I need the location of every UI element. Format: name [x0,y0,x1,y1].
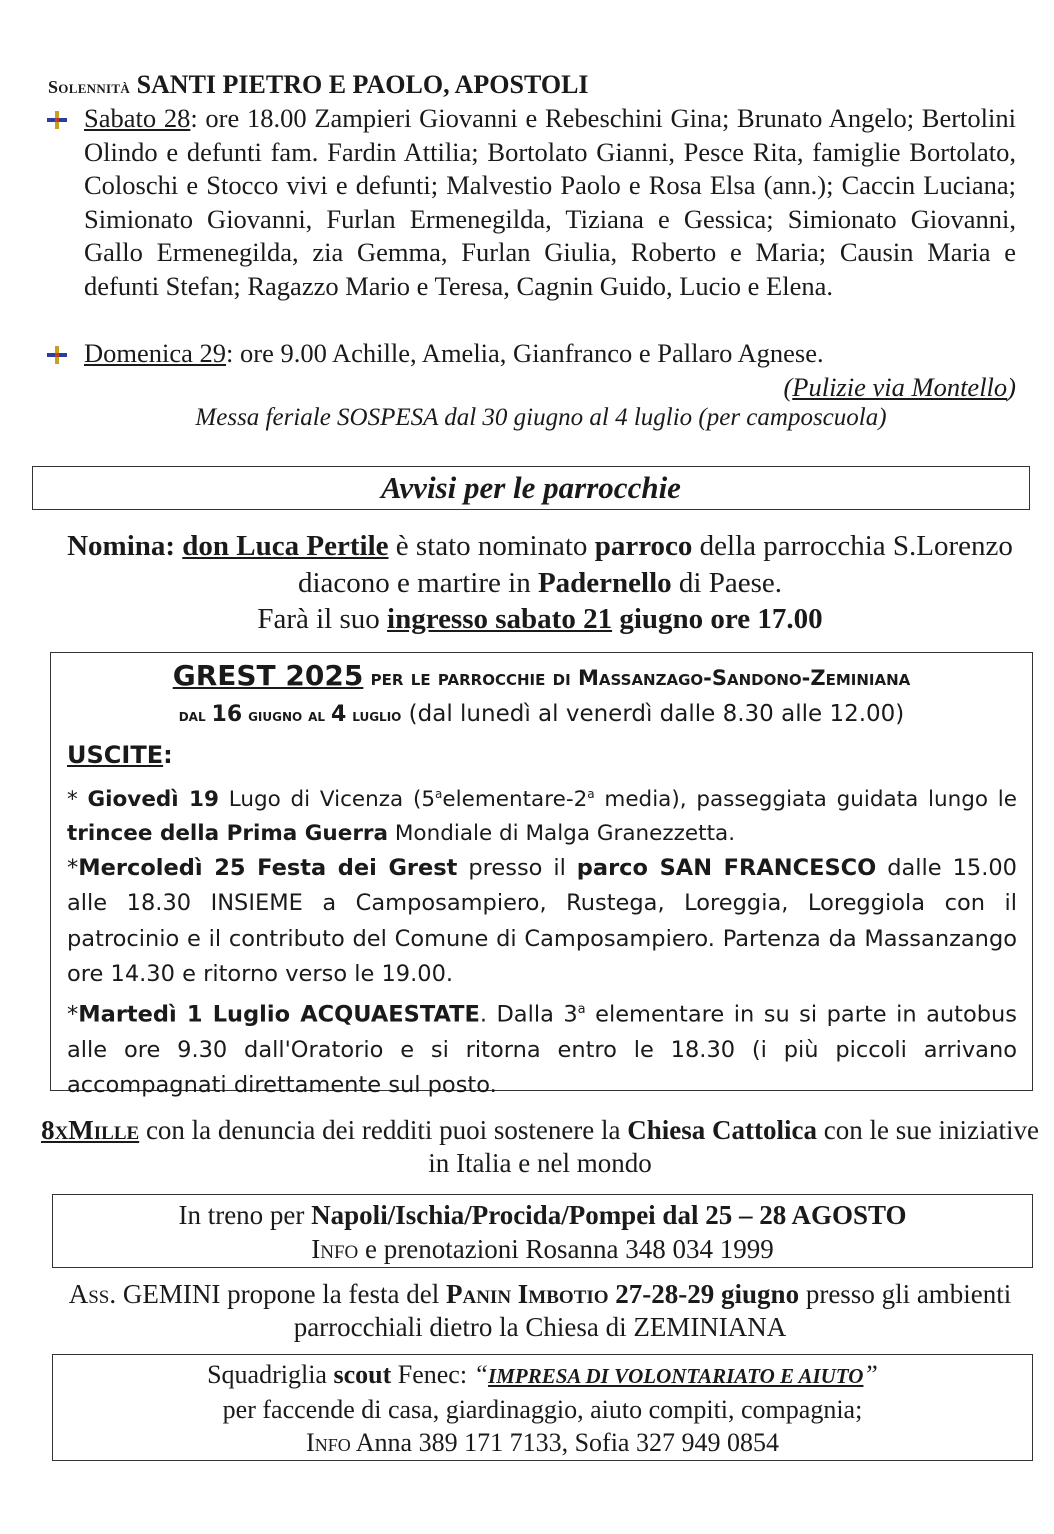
grest-dates: dal 16 giugno al 4 luglio (dal lunedì al venerdì dalle 8.30 alle 12.00) [178,701,905,727]
uscite-heading: USCITE: [67,741,173,769]
mass-intentions: : ore 9.00 Achille, Amelia, Gianfranco e Pallaro Agnese. [226,338,824,368]
trip-contact: e prenotazioni Rosanna 348 034 1999 [358,1234,774,1264]
cross-bullet-icon [46,345,68,365]
otto-mille-notice: 8xMille con la denuncia dei redditi puoi sostenere la Chiesa Cattolica con le sue iniziative in Italia e nel mondo [41,1115,1039,1178]
list-item: * Giovedì 19 Lugo di Vicenza (5$^a$elementare-2$^a$ media), passeggiata guidata lungo le trincee della Prima Guerra Mondiale di Malga Granezzetta. [67,787,1017,847]
scout-impresa: IMPRESA DI VOLONTARIATO E AIUTO [488,1364,864,1388]
mass-day-label: Domenica 29 [84,338,227,368]
cleaning-note: (Pulizie via Montello) [783,371,1016,402]
gemini-notice: Ass. GEMINI propone la festa del Panin Imbotio 27-28-29 giugno presso gli ambienti parrocchiali dietro la Chiesa di ZEMINIANA [68,1279,1012,1342]
solemnity-title: SANTI PIETRO E PAOLO, APOSTOLI [136,70,589,99]
uscite-list [67,777,1017,1104]
list-item: *Mercoledì 25 Festa dei Grest presso il parco SAN FRANCESCO dalle 15.00 alle 18.30 INSIEME a Camposampiero, Rustega, Loreggia, Loreggiola con il patrocinio e il contributo del Comune di Camposampiero. Partenza da Massanzango ore 14.30 e ritorno verso le 19.00. [67,855,1017,988]
trip-destination: Napoli/Ischia/Procida/Pompei dal 25 – 28 AGOSTO [311,1200,907,1230]
avvisi-title: Avvisi per le parrocchie [32,466,1030,510]
nomina-ingresso: ingresso sabato 21 [387,603,613,635]
grest-title [51,659,1032,692]
cross-bullet-icon [46,110,68,130]
nomina-label: Nomina: [67,530,176,562]
grest-date-start: 16 [211,702,243,727]
grest-hours: (dal lunedì al venerdì dalle 8.30 alle 12.00) [401,701,905,727]
solemnity-heading [48,70,589,100]
grest-title-main: GREST 2025 [172,659,364,692]
scout-notice-box: Squadriglia scout Fenec: “IMPRESA DI VOLONTARIATO E AIUTO” per faccende di casa, giardinaggio, aiuto compiti, compagnia; Info Anna 389 171 7133, Sofia 327 949 0854 [52,1354,1033,1461]
nomina-role: parroco [594,530,693,562]
trip-notice-box: In treno per Napoli/Ischia/Procida/Pompei dal 25 – 28 AGOSTO Info e prenotazioni Rosanna 348 034 1999 [52,1194,1033,1268]
nomina-notice: Nomina: don Luca Pertile è stato nominato parroco della parrocchia S.Lorenzo diacono e martire in Padernello di Paese. Farà il suo ingresso sabato 21 giugno ore 17.00 [67,530,1013,635]
mass-sunday [84,337,1016,404]
otto-mille-label: 8xMille [41,1115,140,1145]
grest-date-end: 4 [331,702,347,727]
nomina-name: don Luca Pertile [182,530,389,562]
grest-box [50,652,1033,1099]
mass-saturday [84,102,1016,303]
scout-contacts: Anna 389 171 7133, Sofia 327 949 0854 [350,1428,779,1457]
mass-intentions: : ore 18.00 Zampieri Giovanni e Rebeschini Gina; Brunato Angelo; Bertolini Olindo e defunti fam. Fardin Attilia; Bortolato Gianni, Pesce Rita, famiglie Bortolato, Coloschi e Stocco vivi e defunti; Malvestio Paolo e Rosa Elsa (ann.); Caccin Luciana; Simionato Giovanni, Furlan Ermenegilda, Tiziana e Gessica; Simionato Giovanni, Gallo Ermenegilda, zia Gemma, Furlan Giulia, Roberto e Maria; Causin Maria e defunti Stefan; Ragazzo Mario e Teresa, Cagnin Guido, Lucio e Elena. [84,103,1016,301]
grest-subtitle: per le parrocchie di Massanzago-Sandono-Zeminiana [363,666,911,690]
list-item: *Martedì 1 Luglio ACQUAESTATE. Dalla 3$^a$ elementare in su si parte in autobus alle ore 9.30 dall'Oratorio e si ritorna entro le 18.30 (i più piccoli arrivano accompagnati direttamente sul posto. [67,1001,1017,1099]
weekday-mass-notice: Messa feriale SOSPESA dal 30 giugno al 4 luglio (per camposcuola) [195,404,887,431]
mass-day-label: Sabato 28 [84,103,191,133]
nomina-place: Padernello [537,566,672,599]
gemini-association: Ass. GEMINI [68,1279,221,1309]
cleaning-note-text: Pulizie via Montello [792,371,1008,402]
solemnity-prefix: Solennità [48,77,131,97]
